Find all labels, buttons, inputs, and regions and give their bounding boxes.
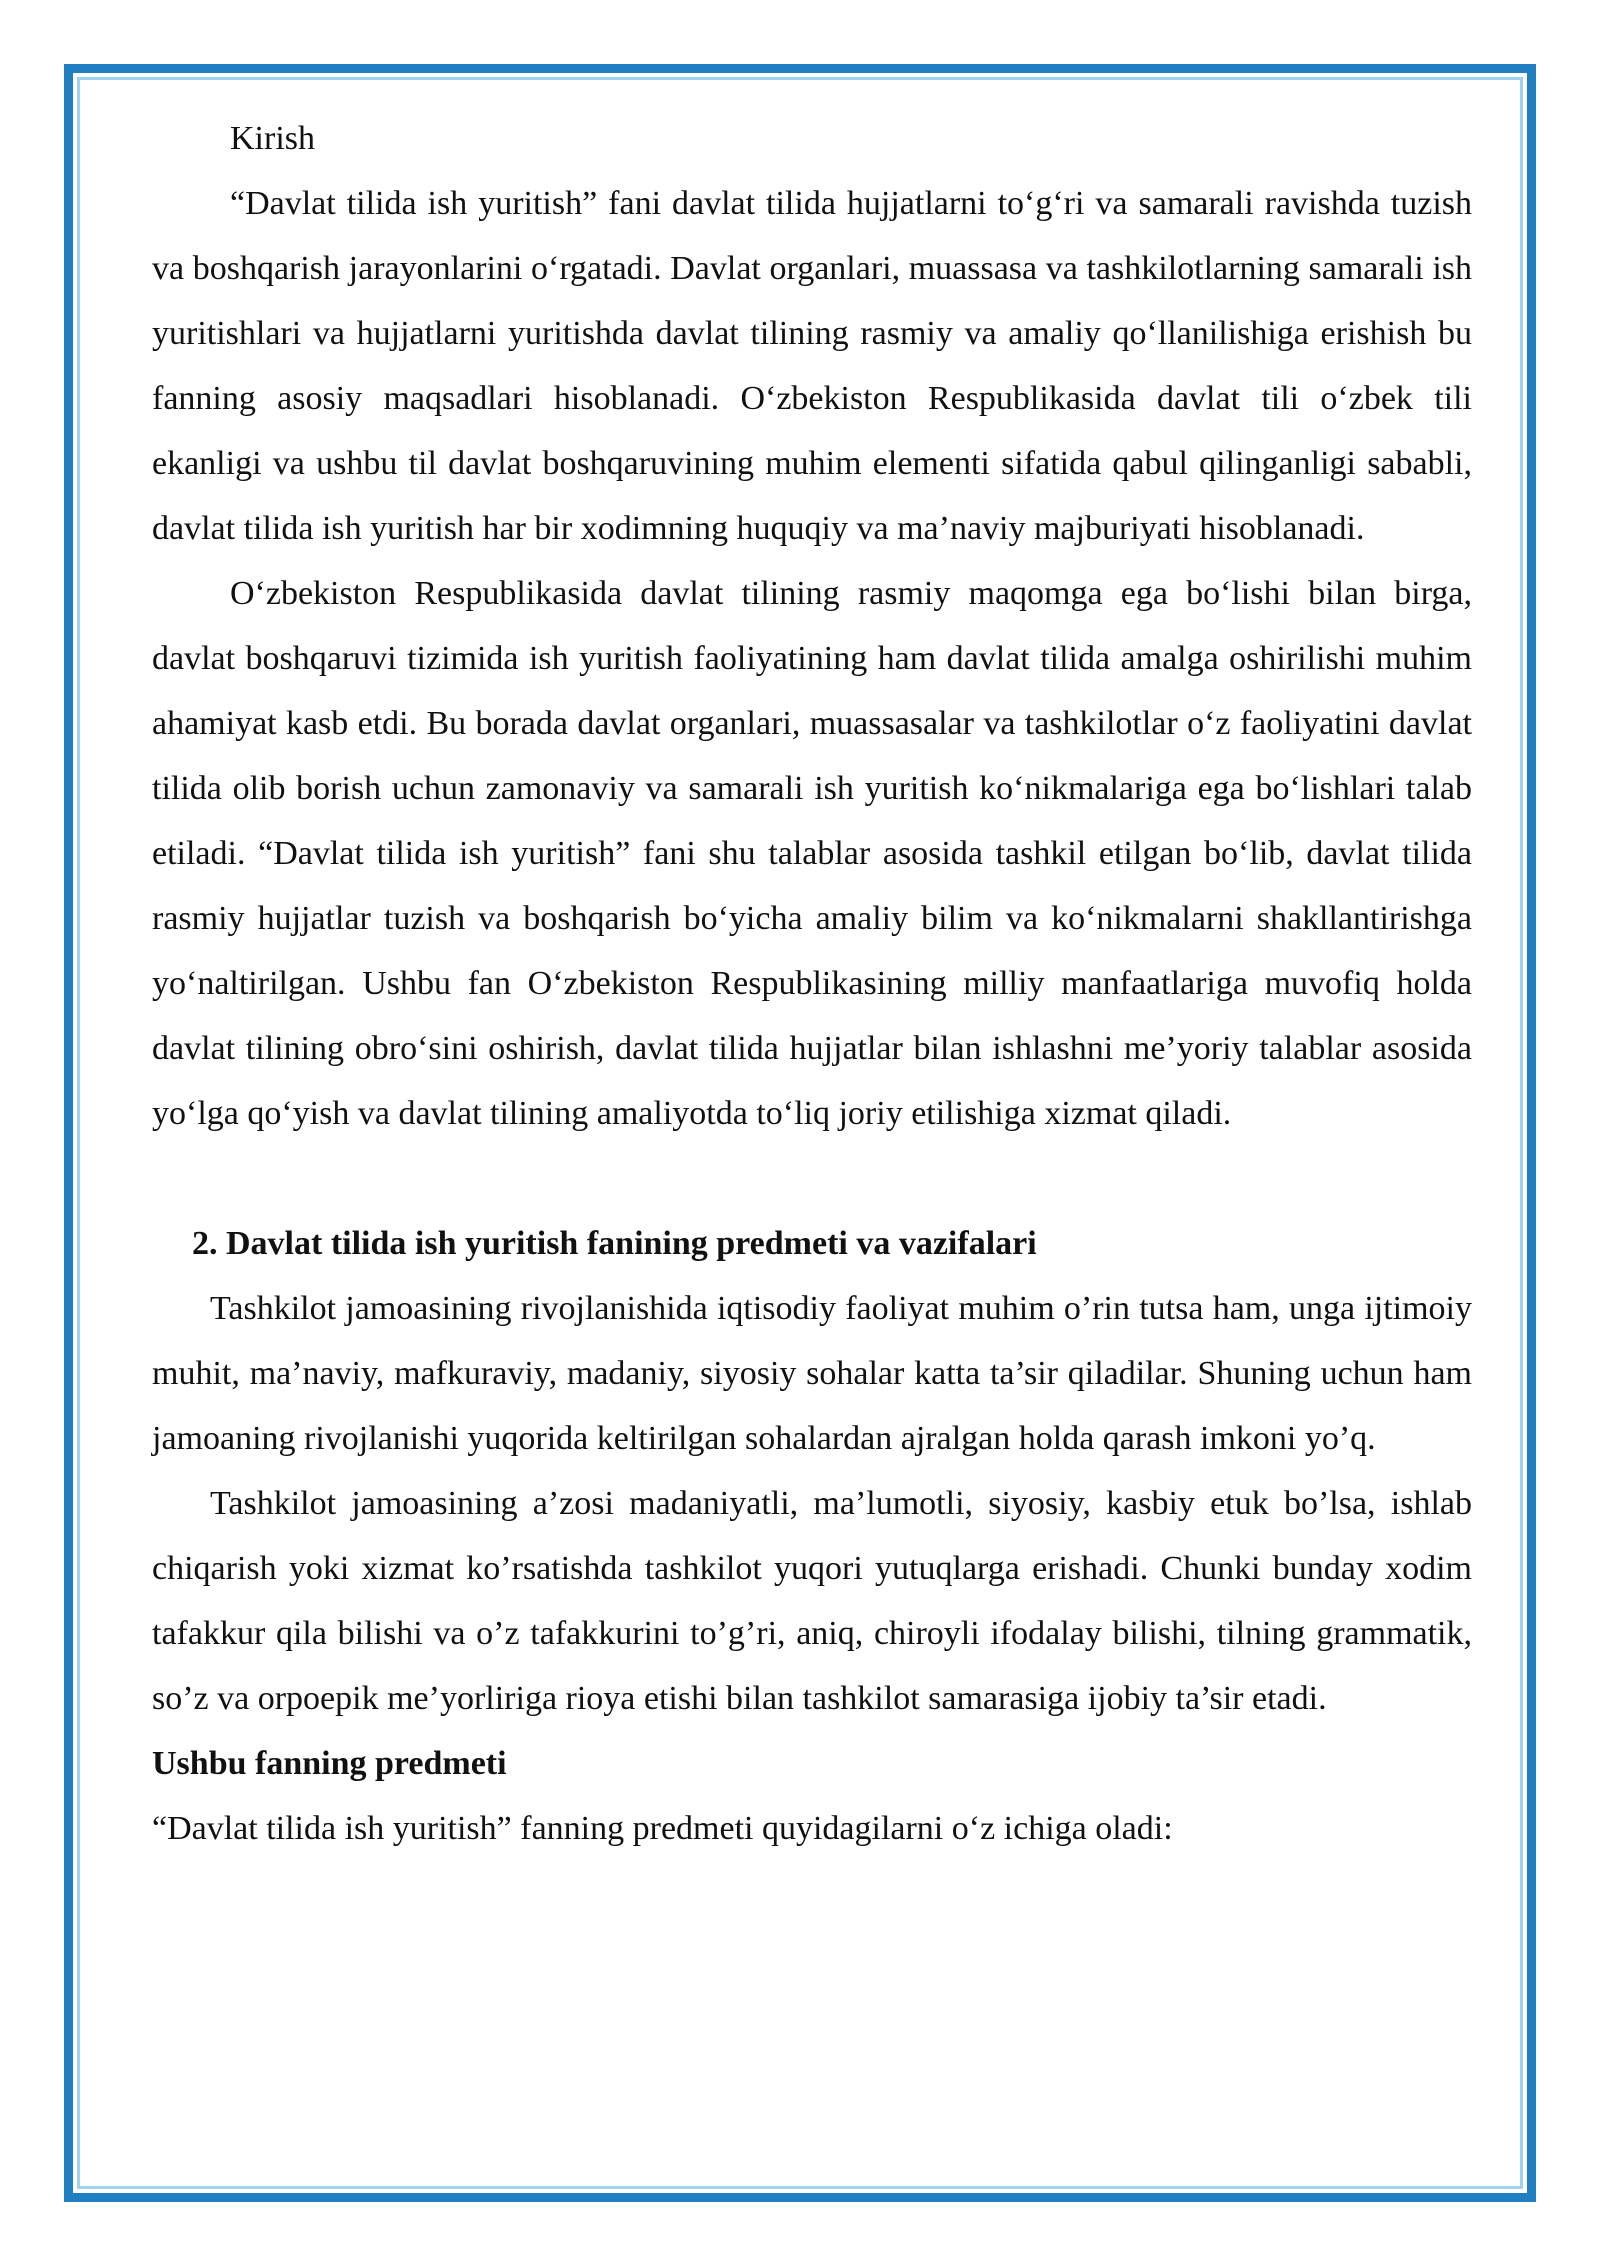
section-spacer (152, 1146, 1472, 1211)
last-line: “Davlat tilida ish yuritish” fanning predmeti quyidagilarni o‘z ichiga oladi: (152, 1810, 1173, 1847)
subheading: Ushbu fanning predmeti (152, 1745, 507, 1782)
section-paragraph-1: Tashkilot jamoasining rivojlanishida iqtisodiy faoliyat muhim o’rin tutsa ham, unga ijtimoiy muhit, ma’naviy, mafkuraviy, madaniy, siyosiy sohalar katta ta’sir qiladilar. Shuning uchun ham jamoaning rivojlanishi yuqorida keltirilgan sohalardan ajralgan holda qarash imkoni yo’q. (152, 1290, 1472, 1457)
section-title: 2. Davlat tilida ish yuritish fanining predmeti va vazifalari (192, 1225, 1037, 1262)
section-paragraph-2: Tashkilot jamoasining a’zosi madaniyatli, ma’lumotli, siyosiy, kasbiy etuk bo’lsa, ishlab chiqarish yoki xizmat ko’rsatishda tashkilot yuqori yutuqlarga erishadi. Chunki bunday xodim tafakkur qila bilishi va o’z tafakkurini to’g’ri, aniq, chiroyli ifodalay bilishi, tilning grammatik, so’z va orpoepik me’yorliriga rioya etishi bilan tashkilot samarasiga ijobiy ta’sir etadi. (152, 1485, 1472, 1717)
intro-paragraph-1: “Davlat tilida ish yuritish” fani davlat tilida hujjatlarni to‘g‘ri va samarali ravishda tuzish va boshqarish jarayonlarini o‘rgatadi. Davlat organlari, muassasa va tashkilotlarning samarali ish yuritishlari va hujjatlarni yuritishda davlat tilining rasmiy va amaliy qo‘llanilishiga erishish bu fanning asosiy maqsadlari hisoblanadi. O‘zbekiston Respublikasida davlat tili o‘zbek tili ekanligi va ushbu til davlat boshqaruvining muhim elementi sifatida qabul qilinganligi sababli, davlat tilida ish yuritish har bir xodimning huquqiy va ma’naviy majburiyati hisoblanadi. (152, 185, 1472, 547)
document-body (152, 106, 1472, 1861)
intro-paragraph-2: O‘zbekiston Respublikasida davlat tilining rasmiy maqomga ega bo‘lishi bilan birga, davlat boshqaruvi tizimida ish yuritish faoliyatining ham davlat tilida amalga oshirilishi muhim ahamiyat kasb etdi. Bu borada davlat organlari, muassasalar va tashkilotlar o‘z faoliyatini davlat tilida olib borish uchun zamonaviy va samarali ish yuritish ko‘nikmalariga ega bo‘lishlari talab etiladi. “Davlat tilida ish yuritish” fani shu talablar asosida tashkil etilgan bo‘lib, davlat tilida rasmiy hujjatlar tuzish va boshqarish bo‘yicha amaliy bilim va ko‘nikmalarni shakllantirishga yo‘naltirilgan. Ushbu fan O‘zbekiston Respublikasining milliy manfaatlariga muvofiq holda davlat tilining obro‘sini oshirish, davlat tilida hujjatlar bilan ishlashni me’yoriy talablar asosida yo‘lga qo‘yish va davlat tilining amaliyotda to‘liq joriy etilishiga xizmat qiladi. (152, 575, 1472, 1132)
intro-heading: Kirish (230, 120, 315, 157)
